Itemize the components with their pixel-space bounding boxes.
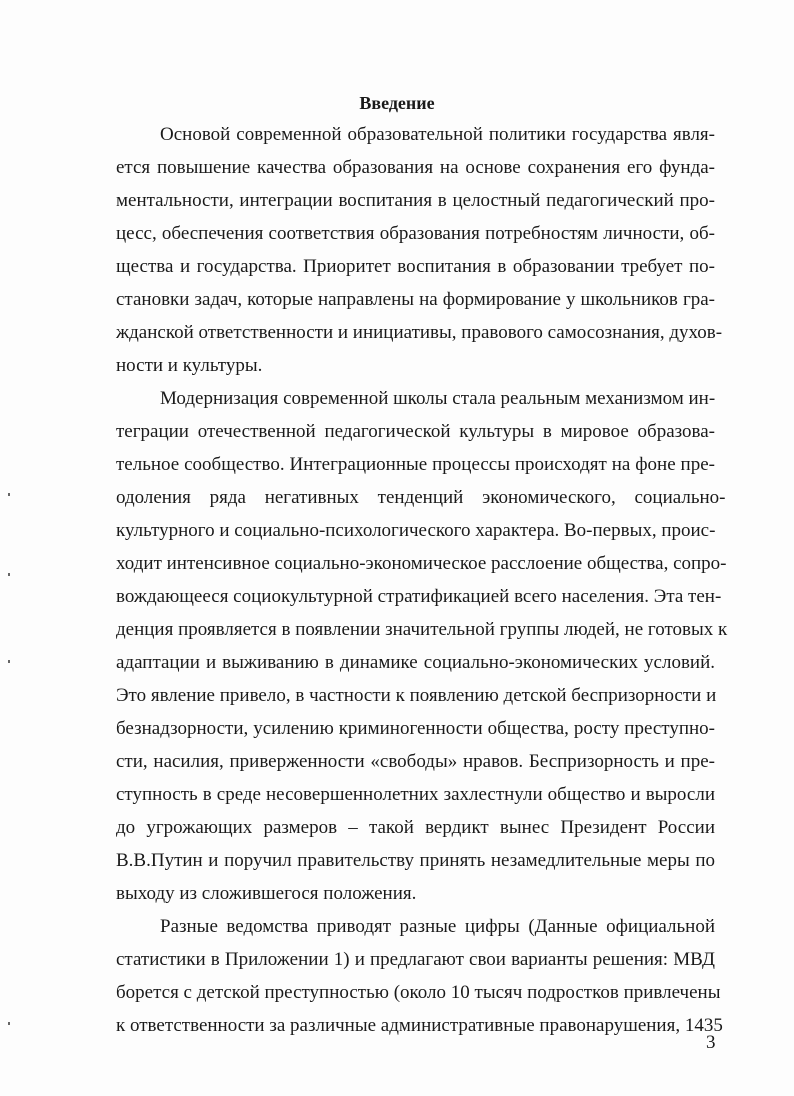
text-line: ется повышение качества образования на основе сохранения его фунда-: [116, 157, 715, 178]
text-line: сти, насилия, приверженности «свободы» нравов. Беспризорность и пре-: [116, 751, 715, 772]
text-line: до угрожающих размеров – такой вердикт вынес Президент России: [116, 817, 715, 838]
text-line: цесс, обеспечения соответствия образования потребностям личности, об-: [116, 223, 715, 244]
scan-speck: [8, 493, 10, 496]
text-line: В.В.Путин и поручил правительству принять незамедлительные меры по: [116, 850, 715, 871]
text-line: ходит интенсивное социально-экономическое расслоение общества, сопро-: [116, 553, 727, 574]
text-line: ности и культуры.: [116, 355, 263, 376]
text-line: ступность в среде несовершеннолетних захлестнули общество и выросли: [116, 784, 715, 805]
page-number: 3: [706, 1032, 716, 1053]
page-title: Введение: [359, 93, 435, 113]
text-line: безнадзорности, усилению криминогенности общества, росту преступно-: [116, 718, 715, 739]
text-line: одоления ряда негативных тенденций экономического, социально-: [116, 487, 726, 508]
text-line: теграции отечественной педагогической культуры в мировое образова-: [116, 421, 715, 442]
text-line: вождающееся социокультурной стратификацией всего населения. Эта тен-: [116, 586, 722, 607]
text-line: щества и государства. Приоритет воспитания в образовании требует по-: [116, 256, 715, 277]
text-line: адаптации и выживанию в динамике социально-экономических условий.: [116, 652, 715, 673]
text-line: становки задач, которые направлены на формирование у школьников гра-: [116, 289, 715, 310]
text-line: культурного и социально-психологического характера. Во-первых, проис-: [116, 520, 716, 541]
text-line: Основой современной образовательной политики государства явля-: [160, 124, 715, 145]
text-line: статистики в Приложении 1) и предлагают свои варианты решения: МВД: [116, 949, 715, 970]
text-line: Это явление привело, в частности к появлению детской беспризорности и: [116, 685, 717, 706]
text-line: тельное сообщество. Интеграционные процессы происходят на фоне пре-: [116, 454, 715, 475]
text-line: борется с детской преступностью (около 10 тысяч подростков привлечены: [116, 982, 721, 1003]
text-line: денция проявляется в появлении значительной группы людей, не готовых к: [116, 619, 728, 640]
scan-speck: [8, 573, 10, 576]
text-line: выходу из сложившегося положения.: [116, 883, 417, 904]
text-line: Разные ведомства приводят разные цифры (Данные официальной: [160, 916, 715, 937]
scan-speck: [8, 1022, 10, 1025]
text-line: жданской ответственности и инициативы, правового самосознания, духов-: [116, 322, 723, 343]
text-line: Модернизация современной школы стала реальным механизмом ин-: [160, 388, 716, 409]
scan-speck: [8, 660, 10, 663]
text-line: ментальности, интеграции воспитания в целостный педагогический про-: [116, 190, 715, 211]
text-line: к ответственности за различные административные правонарушения, 1435: [116, 1015, 723, 1036]
